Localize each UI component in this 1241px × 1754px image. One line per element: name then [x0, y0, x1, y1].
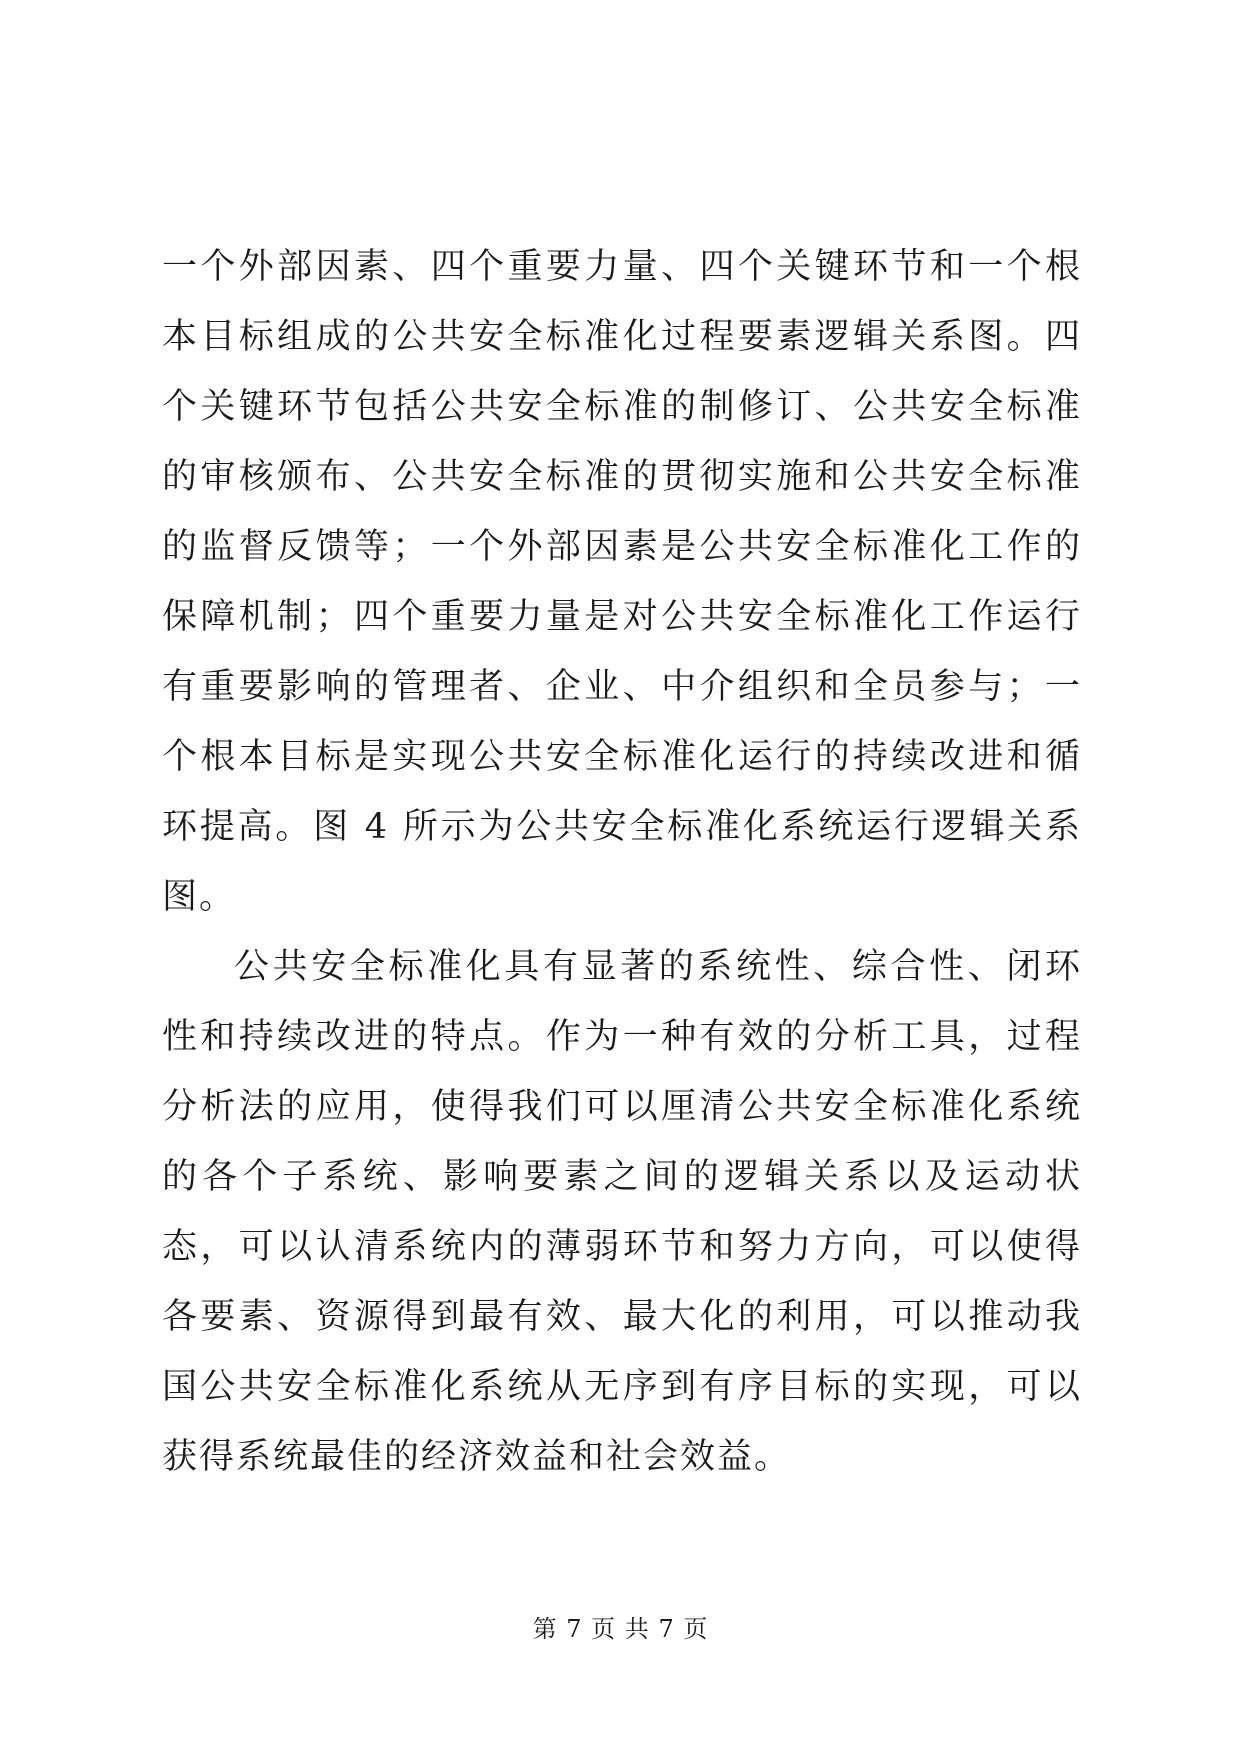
- page-footer: 第 7 页 共 7 页: [532, 1615, 709, 1643]
- document-body: [162, 232, 1082, 1492]
- paragraph: 公共安全标准化具有显著的系统性、综合性、闭环性和持续改进的特点。作为一种有效的分析工具，过程分析法的应用，使得我们可以厘清公共安全标准化系统的各个子系统、影响要素之间的逻辑关系以及运动状态，可以认清系统内的薄弱环节和努力方向，可以使得各要素、资源得到最有效、最大化的利用，可以推动我国公共安全标准化系统从无序到有序目标的实现，可以获得系统最佳的经济效益和社会效益。: [162, 947, 1082, 1477]
- paragraph-continuation: 一个外部因素、四个重要力量、四个关键环节和一个根本目标组成的公共安全标准化过程要素逻辑关系图。四个关键环节包括公共安全标准的制修订、公共安全标准的审核颁布、公共安全标准的贯彻实施和公共安全标准的监督反馈等；一个外部因素是公共安全标准化工作的保障机制；四个重要力量是对公共安全标准化工作运行有重要影响的管理者、企业、中介组织和全员参与；一个根本目标是实现公共安全标准化运行的持续改进和循环提高。图 4 所示为公共安全标准化系统运行逻辑关系图。: [162, 247, 1082, 917]
